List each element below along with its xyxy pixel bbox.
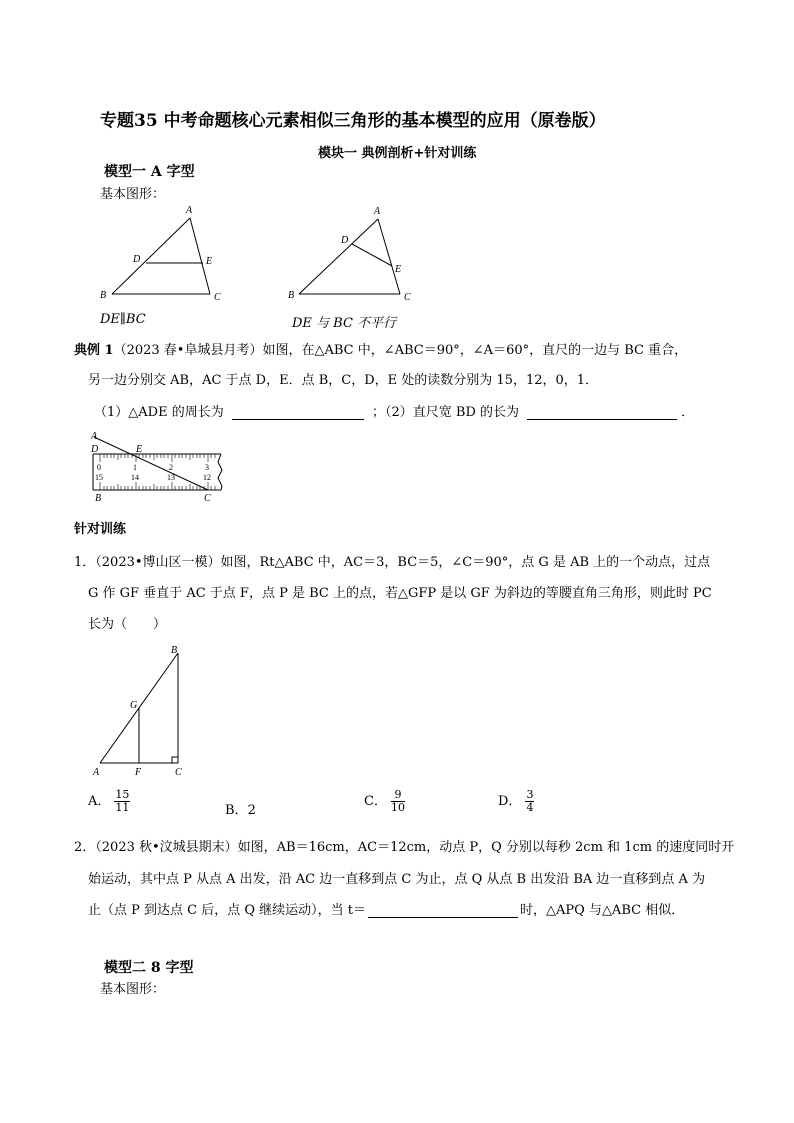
ruler-bottom-14: 14 — [131, 473, 139, 482]
option-c-denominator: 10 — [390, 801, 405, 814]
ruler-top-2: 2 — [169, 463, 173, 472]
example1-q2: ；（2）直尺宽 BD 的长为 — [371, 405, 519, 420]
ruler-top-3: 3 — [205, 463, 209, 472]
ruler-top-1: 1 — [133, 463, 137, 472]
model1-basic-label: 基本图形： — [100, 187, 166, 202]
option-a-denominator: 11 — [115, 801, 130, 814]
p1-line3: 长为（ ） — [88, 617, 167, 632]
fig2-caption: DE 与 BC 不平行 — [292, 316, 397, 331]
ruler-top-0: 0 — [97, 463, 101, 472]
fig2-label-d: D — [341, 235, 349, 246]
model1-heading: 模型一 A 字型 — [104, 164, 195, 180]
fig2-label-c: C — [404, 292, 411, 303]
ruler-label-a: A — [91, 431, 98, 442]
ruler-bottom-12: 12 — [203, 473, 211, 482]
option-a-fraction — [114, 789, 130, 814]
fig1-label-c: C — [214, 292, 221, 303]
p2-line3-end: 时，△APQ 与△ABC 相似． — [520, 903, 685, 918]
fig2-label-a: A — [374, 206, 381, 217]
example1-label: 典例 1 — [74, 343, 114, 358]
fig1-label-b: B — [100, 290, 107, 301]
example1-text1: （2023 春•阜城县月考）如图，在△ABC 中，∠ABC＝90°，∠A＝60°，直尺的一边与 BC 重合， — [113, 343, 688, 358]
p2-line2: 始运动，其中点 P 从点 A 出发，沿 AC 边一直移到点 C 为止，点 Q 从点 B 出发沿 BA 边一直移到点 A 为 — [88, 872, 706, 887]
p2-answer-blank[interactable] — [368, 917, 518, 918]
option-a-numerator: 15 — [115, 788, 130, 801]
option-c-fraction — [391, 789, 405, 814]
option-b[interactable] — [225, 799, 256, 818]
option-a[interactable] — [88, 789, 130, 814]
p1-label-g: G — [130, 700, 138, 711]
option-c-numerator: 9 — [391, 789, 405, 802]
p1-label-b: B — [171, 645, 178, 656]
fig1-caption: DE∥BC — [100, 312, 146, 327]
fig2-label-e: E — [395, 264, 402, 275]
page-title: 专题35 中考命题核心元素相似三角形的基本模型的应用（原卷版） — [100, 111, 606, 131]
example1-line2: 另一边分别交 AB，AC 于点 D，E．点 B，C，D，E 处的读数分别为 15，12，0，1． — [88, 373, 599, 388]
p2-line3-start: 止（点 P 到达点 C 后，点 Q 继续运动），当 t＝ — [88, 903, 367, 918]
training-heading: 针对训练 — [74, 522, 127, 537]
p1-label-f: F — [135, 767, 142, 778]
option-c[interactable] — [364, 789, 405, 814]
example1-q1: （1）△ADE 的周长为 — [94, 405, 224, 420]
ruler-label-d: D — [91, 444, 99, 455]
fig2-label-b: B — [288, 290, 295, 301]
option-b-label: B． — [225, 803, 248, 818]
ruler-bottom-13: 13 — [167, 473, 175, 482]
option-d-label: D． — [498, 794, 522, 809]
option-a-label: A． — [88, 794, 111, 809]
option-d-denominator: 4 — [526, 801, 534, 814]
option-d[interactable] — [498, 789, 534, 814]
p1-label-a: A — [93, 767, 100, 778]
model2-basic-label: 基本图形： — [100, 982, 166, 997]
p1-label-c: C — [175, 767, 182, 778]
fig1-label-d: D — [133, 254, 141, 265]
p2-line3 — [88, 899, 684, 918]
p2-line1: 2．（2023 秋•汶城县期末）如图，AB＝16cm，AC＝12cm，动点 P，Q 分别以每秒 2cm 和 1cm 的速度同时开 — [74, 840, 735, 855]
model2-heading: 模型二 8 字型 — [104, 960, 194, 976]
option-d-fraction — [525, 789, 534, 814]
ruler-label-e: E — [136, 444, 143, 455]
example1-end: ． — [681, 405, 695, 420]
option-c-label: C． — [364, 794, 387, 809]
ruler-bottom-15: 15 — [95, 473, 103, 482]
ruler-label-b: B — [95, 493, 102, 504]
p1-line1: 1．（2023•博山区一模）如图，Rt△ABC 中，AC＝3，BC＝5，∠C＝90°，点 G 是 AB 上的一个动点，过点 — [74, 555, 711, 570]
ruler-label-c: C — [204, 493, 211, 504]
fig1-label-e: E — [206, 256, 213, 267]
p1-line2: G 作 GF 垂直于 AC 于点 F，点 P 是 BC 上的点，若△GFP 是以 GF 为斜边的等腰直角三角形，则此时 PC — [88, 586, 712, 601]
option-d-numerator: 3 — [526, 788, 534, 801]
module-heading: 模块一 典例剖析+针对训练 — [318, 146, 477, 161]
fig1-label-a: A — [186, 205, 193, 216]
option-b-value: 2 — [247, 803, 256, 818]
